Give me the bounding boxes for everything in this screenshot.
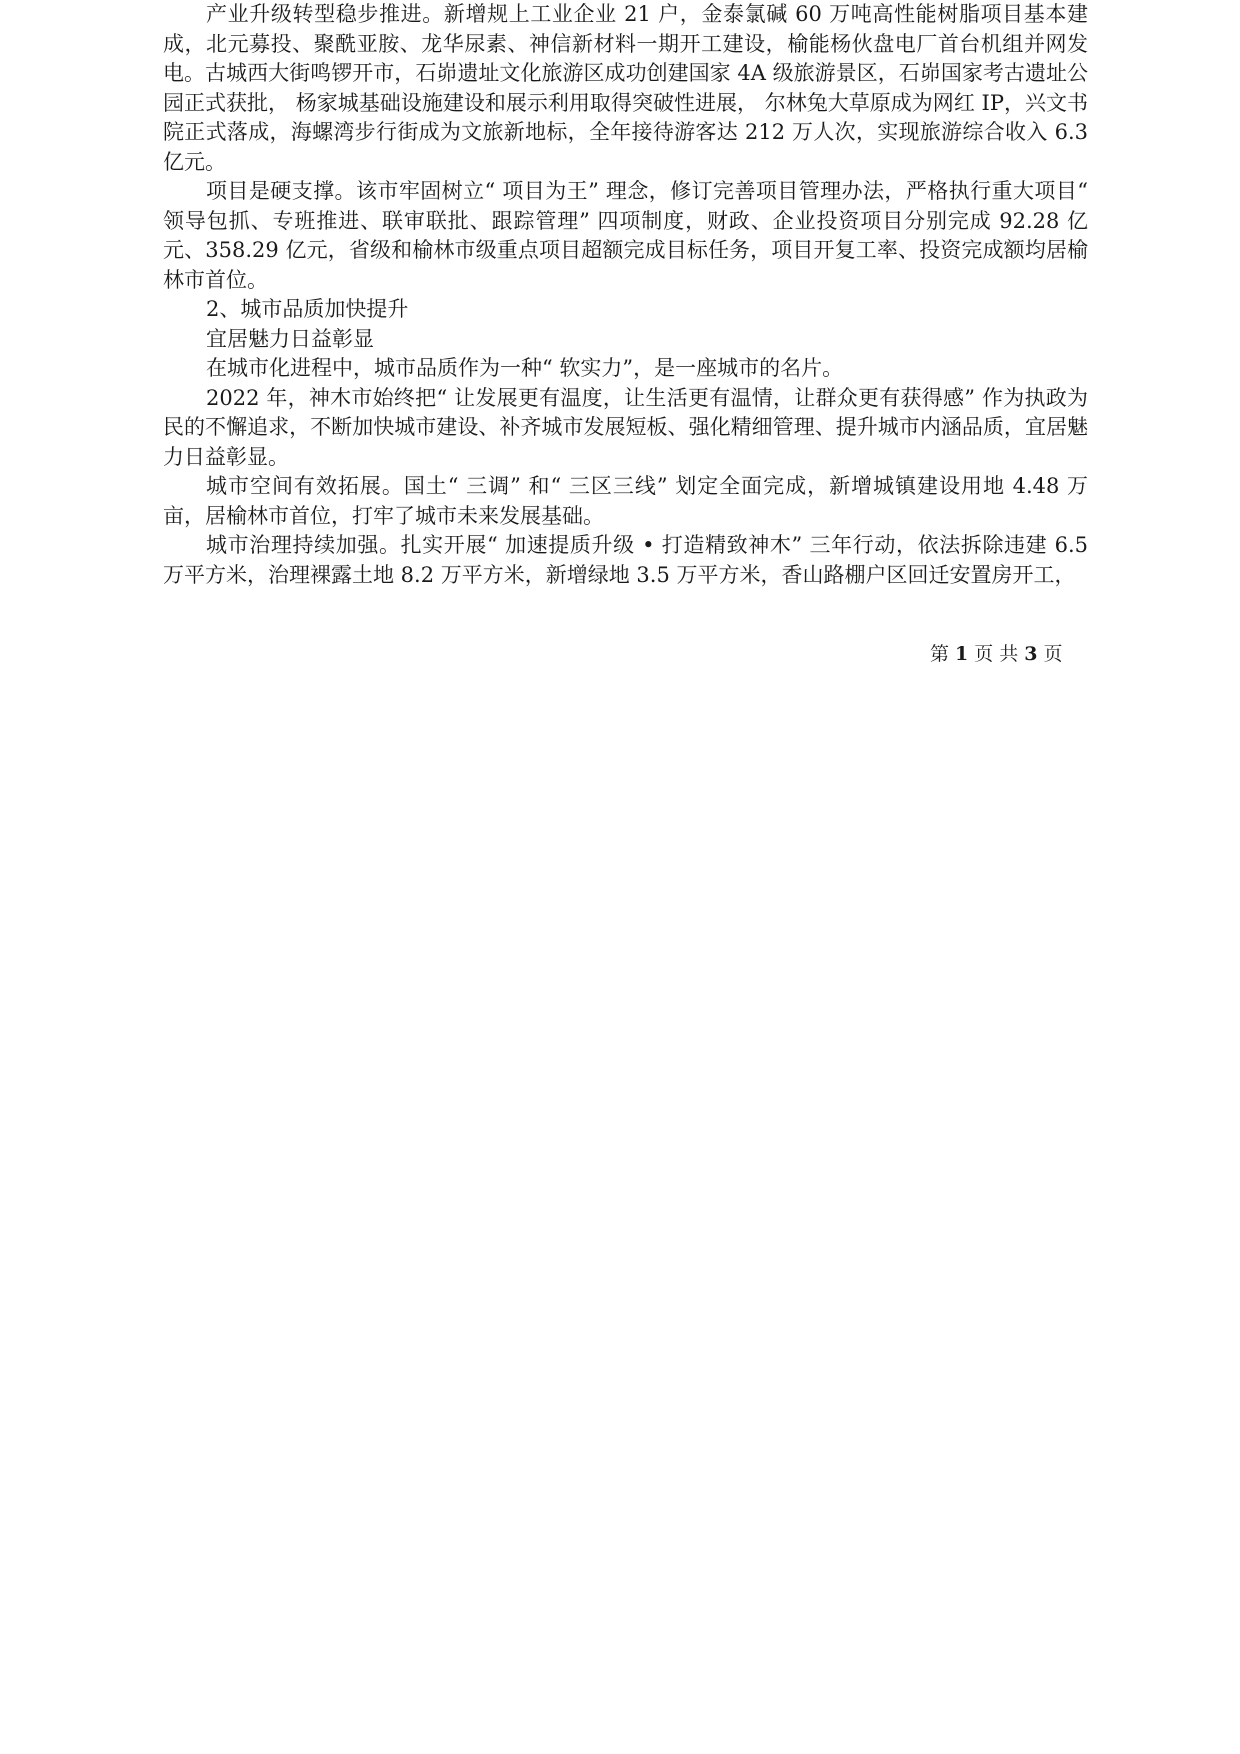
page-total: 3	[1024, 643, 1038, 665]
page-footer	[930, 639, 1070, 666]
section-subheading: 宜居魅力日益彰显	[206, 326, 374, 351]
page-number: 1	[955, 643, 969, 665]
body-text	[163, 0, 1088, 590]
footer-suffix: 页	[1043, 643, 1063, 665]
paragraph-city-governance: 城市治理持续加强。扎实开展“ 加速提质升级 • 打造精致神木” 三年行动，依法拆除违建 6.5 万平方米，治理裸露土地 8.2 万平方米，新增绿地 3.5 万平方米，香山路棚户区回迁安置房开工，	[163, 533, 1088, 587]
footer-middle: 页 共	[974, 643, 1019, 665]
paragraph-city-space: 城市空间有效拓展。国土“ 三调” 和“ 三区三线” 划定全面完成，新增城镇建设用地 4.48 万亩，居榆林市首位，打牢了城市未来发展基础。	[163, 474, 1088, 528]
section-heading: 2、城市品质加快提升	[206, 297, 409, 321]
paragraph-industry-upgrade: 产业升级转型稳步推进。新增规上工业企业 21 户，金泰氯碱 60 万吨高性能树脂项目基本建成，北元募投、聚酰亚胺、龙华尿素、神信新材料一期开工建设，榆能杨伙盘电厂首台机组并网发电。古城西大街鸣锣开市，石峁遗址文化旅游区成功创建国家 4A 级旅游景区，石峁国家考古遗址公园正式获批， 杨家城基础设施建设和展示利用取得突破性进展， 尔林兔大草原成为网红 IP，兴文书院正式落成，海螺湾步行街成为文旅新地标，全年接待游客达 212 万人次，实现旅游综合收入 6.3 亿元。	[163, 2, 1088, 174]
paragraph-city-quality: 在城市化进程中，城市品质作为一种“ 软实力”，是一座城市的名片。	[206, 356, 844, 380]
paragraph-projects: 项目是硬支撑。该市牢固树立“ 项目为王” 理念，修订完善项目管理办法，严格执行重大项目“ 领导包抓、专班推进、联审联批、跟踪管理” 四项制度，财政、企业投资项目分别完成 92.28 亿元、358.29 亿元，省级和榆林市级重点项目超额完成目标任务，项目开复工率、投资完成额均居榆林市首位。	[163, 179, 1088, 292]
paragraph-2022: 2022 年，神木市始终把“ 让发展更有温度，让生活更有温情，让群众更有获得感” 作为执政为民的不懈追求，不断加快城市建设、补齐城市发展短板、强化精细管理、提升城市内涵品质，宜居魅力日益彰显。	[163, 385, 1088, 469]
footer-prefix: 第	[930, 643, 950, 665]
